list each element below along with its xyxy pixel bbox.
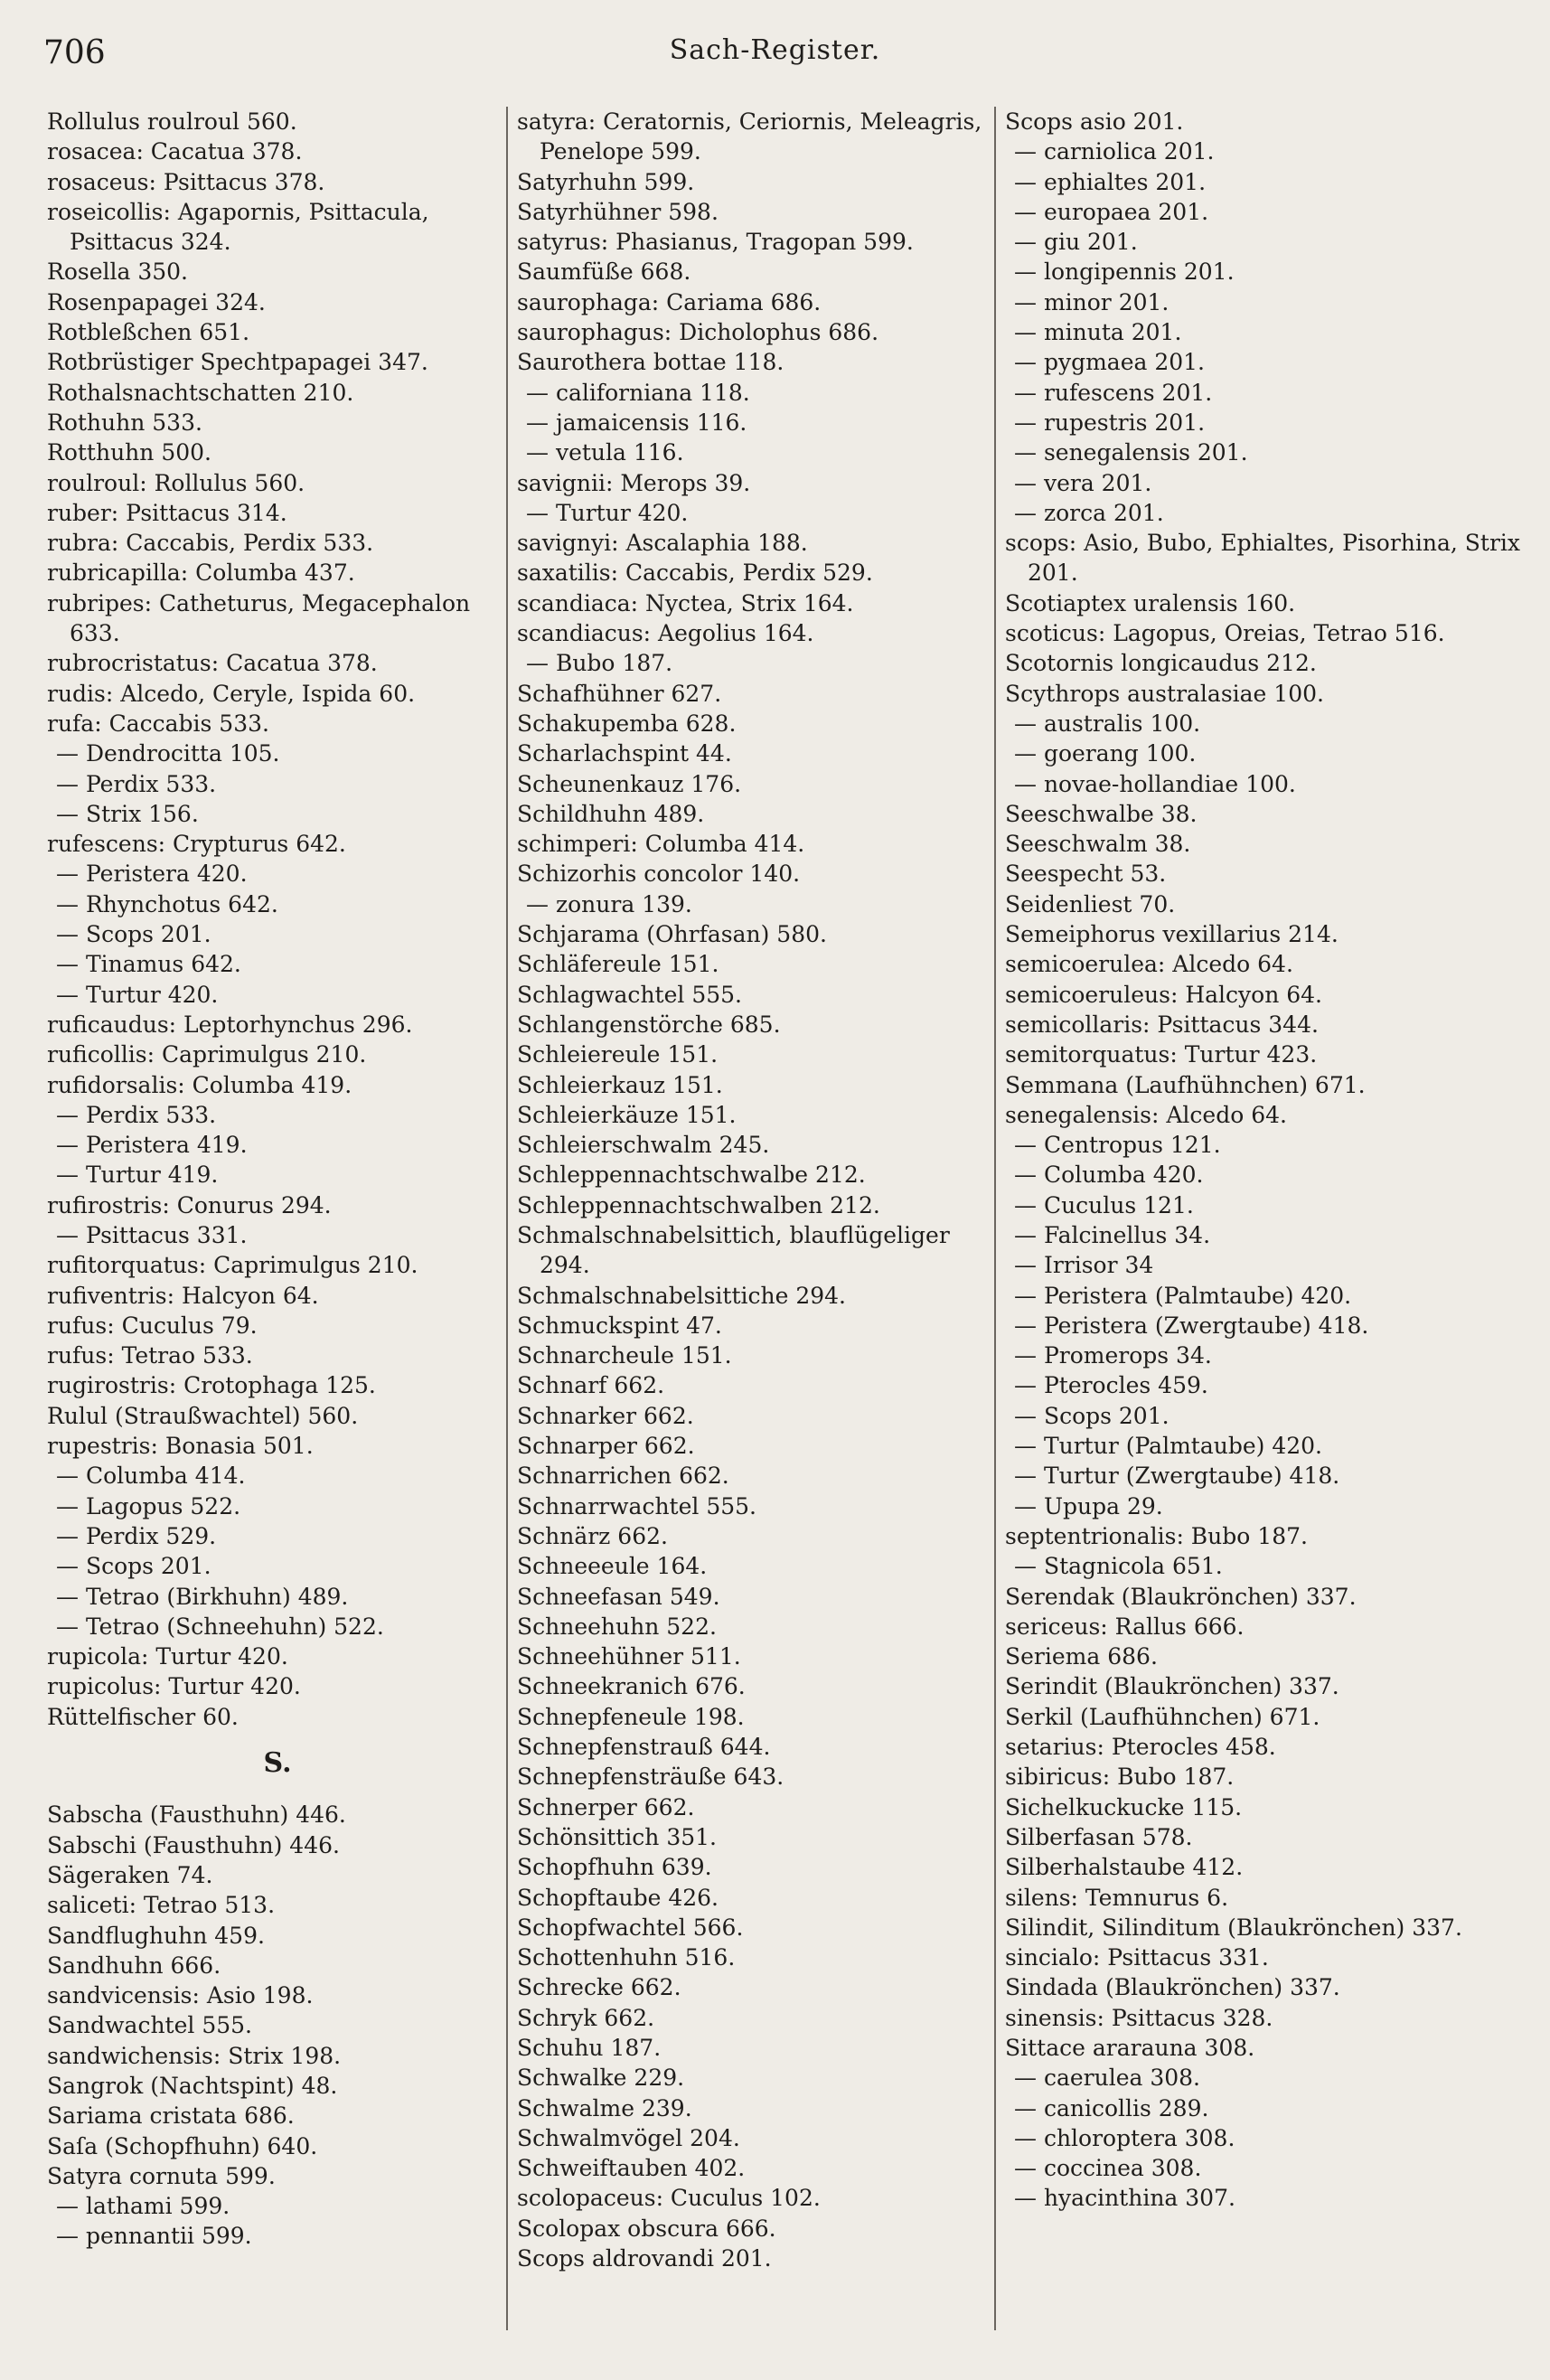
index-entry: Schleierkauz 151. [517, 1071, 723, 1098]
index-entry: — chloroptera 308. [1014, 2124, 1235, 2151]
index-entry: ruficaudus: Leptorhynchus 296. [47, 1011, 413, 1038]
index-entry: saurophagus: Dicholophus 686. [517, 319, 879, 346]
index-entry: — Dendrocitta 105. [56, 740, 280, 767]
index-entry: — coccinea 308. [1014, 2155, 1202, 2182]
index-entry: — Irrisor 34 [1014, 1252, 1154, 1279]
index-entry: Schnarcheule 151. [517, 1342, 732, 1369]
index-entry: Scheunenkauz 176. [517, 770, 742, 797]
index-entry: rugirostris: Crotophaga 125. [47, 1372, 376, 1399]
index-entry: — vera 201. [1014, 469, 1152, 496]
index-entry: — vetula 116. [526, 439, 684, 466]
index-entry: — minor 201. [1014, 288, 1170, 315]
index-entry: Rotthuhn 500. [47, 439, 211, 466]
index-entry: — Columba 420. [1014, 1162, 1204, 1189]
index-entry: — ephialtes 201. [1014, 168, 1207, 195]
index-entry: Schnarrwachtel 555. [517, 1492, 756, 1519]
index-entry: Schmalschnabelsittich, blauflügeliger 294. [517, 1221, 950, 1279]
index-entry: — rufescens 201. [1014, 379, 1213, 406]
index-entry: — europaea 201. [1014, 198, 1209, 225]
index-entry: — novae-hollandiae 100. [1014, 770, 1296, 797]
index-entry: — Turtur 420. [56, 981, 219, 1008]
index-column-2 [517, 107, 996, 2273]
index-entry: rufus: Tetrao 533. [47, 1342, 253, 1369]
index-entry: rubrocristatus: Cacatua 378. [47, 650, 378, 677]
index-entry: — Perdix 533. [56, 770, 217, 797]
index-entry: rupestris: Bonasia 501. [47, 1433, 314, 1460]
index-entry: Schnarf 662. [517, 1372, 665, 1399]
index-entry: scoticus: Lagopus, Oreias, Tetrao 516. [1005, 620, 1445, 647]
index-entry: Scops aldrovandi 201. [517, 2245, 772, 2272]
index-entry: — californiana 118. [526, 379, 750, 406]
index-entry: Satyrhühner 598. [517, 198, 719, 225]
index-entry: — hyacinthina 307. [1014, 2185, 1235, 2212]
index-entry: semicoeruleus: Halcyon 64. [1005, 981, 1323, 1008]
index-entry: savignii: Merops 39. [517, 469, 751, 496]
index-entry: Schmalschnabelsittiche 294. [517, 1282, 846, 1309]
index-entry: sandwichensis: Strix 198. [47, 2042, 342, 2069]
index-entry: — senegalensis 201. [1014, 439, 1248, 466]
index-entry: Satyra cornuta 599. [47, 2162, 276, 2189]
index-entry: rupicolus: Turtur 420. [47, 1673, 301, 1700]
index-entry: Schnepfensträuße 643. [517, 1764, 784, 1791]
index-entry: Schneekranich 676. [517, 1673, 746, 1700]
index-entry: — Tetrao (Schneehuhn) 522. [56, 1613, 384, 1640]
index-entry: Seidenliest 70. [1005, 890, 1176, 917]
index-entry: Saurothera bottae 118. [517, 349, 784, 376]
index-entry: Sandhuhn 666. [47, 1952, 221, 1979]
index-entry: Schneeeule 164. [517, 1553, 708, 1580]
index-entry: scandiaca: Nyctea, Strix 164. [517, 589, 854, 616]
index-entry: roulroul: Rollulus 560. [47, 469, 305, 496]
index-entry: Schmuckspint 47. [517, 1312, 722, 1339]
index-entry: savignyi: Ascalaphia 188. [517, 530, 808, 557]
index-entry: scops: Asio, Bubo, Ephialtes, Pisorhina, Strix 201. [1005, 530, 1521, 587]
index-entry: Schryk 662. [517, 2004, 655, 2031]
index-entry: Scolopax obscura 666. [517, 2215, 776, 2242]
index-entry: Schleierschwalm 245. [517, 1132, 770, 1159]
index-entry: — Cuculus 121. [1014, 1191, 1194, 1218]
index-entry: Sandwachtel 555. [47, 2012, 252, 2039]
page-number: 706 [43, 34, 106, 71]
index-entry: — Bubo 187. [526, 650, 673, 677]
index-entry: sericeus: Rallus 666. [1005, 1613, 1245, 1640]
index-entry: — Falcinellus 34. [1014, 1221, 1211, 1248]
index-entry: Silberfasan 578. [1005, 1823, 1193, 1850]
index-entry: silens: Temnurus 6. [1005, 1884, 1229, 1911]
index-entry: Sichelkuckucke 115. [1005, 1793, 1243, 1820]
index-entry: Sandflughuhn 459. [47, 1922, 265, 1949]
index-entry: Schleiereule 151. [517, 1041, 719, 1068]
index-entry: scolopaceus: Cuculus 102. [517, 2185, 821, 2212]
index-entry: Seespecht 53. [1005, 861, 1167, 888]
index-entry: saliceti: Tetrao 513. [47, 1892, 276, 1919]
index-entry: Schopfhuhn 639. [517, 1854, 712, 1881]
index-entry: Schjarama (Ohrfasan) 580. [517, 921, 827, 948]
index-entry: Serendak (Blaukrönchen) 337. [1005, 1583, 1357, 1610]
index-entry: sinensis: Psittacus 328. [1005, 2004, 1273, 2031]
index-entry: Schläfereule 151. [517, 951, 719, 978]
index-entry: — rupestris 201. [1014, 409, 1206, 436]
index-entry: Sangrok (Nachtspint) 48. [47, 2073, 338, 2099]
index-entry: Saſa (Schopfhuhn) 640. [47, 2132, 318, 2159]
section-letter: S. [263, 1747, 292, 1780]
index-entry: Schnepfenstrauß 644. [517, 1734, 771, 1761]
index-entry: Rothuhn 533. [47, 409, 202, 436]
index-entry: Rosella 350. [47, 259, 189, 286]
index-entry: — carniolica 201. [1014, 138, 1215, 165]
index-entry: Schwalmvögel 204. [517, 2124, 740, 2151]
index-entry: scandiacus: Aegolius 164. [517, 620, 814, 647]
index-entry: — jamaicensis 116. [526, 409, 747, 436]
index-entry: Schnerper 662. [517, 1793, 695, 1820]
index-entry: Schopfwachtel 566. [517, 1914, 744, 1941]
index-entry: Schleierkäuze 151. [517, 1101, 737, 1128]
index-entry: rosacea: Cacatua 378. [47, 138, 303, 165]
index-entry: — longipennis 201. [1014, 259, 1235, 286]
index-entry: — pennantii 599. [56, 2223, 252, 2250]
index-entry: rufitorquatus: Caprimulgus 210. [47, 1252, 418, 1279]
index-entry: Schildhuhn 489. [517, 800, 705, 827]
index-entry: Seeschwalm 38. [1005, 831, 1191, 858]
index-entry: rufescens: Crypturus 642. [47, 831, 346, 858]
index-entry: Schnarper 662. [517, 1433, 695, 1460]
index-entry: — Upupa 29. [1014, 1492, 1163, 1519]
index-entry: — Promerops 34. [1014, 1342, 1212, 1369]
index-entry: Serkil (Laufhühnchen) 671. [1005, 1703, 1320, 1730]
index-entry: Rüttelfischer 60. [47, 1703, 239, 1730]
index-column-1 [47, 107, 508, 2252]
index-entry: Scotornis longicaudus 212. [1005, 650, 1317, 677]
index-entry: rubripes: Catheturus, Megacephalon 633. [47, 589, 471, 647]
index-entry: — Peristera (Palmtaube) 420. [1014, 1282, 1352, 1309]
index-entry: rudis: Alcedo, Ceryle, Ispida 60. [47, 680, 416, 707]
index-entry: — Turtur (Zwergtaube) 418. [1014, 1463, 1340, 1490]
index-entry: Schweiftauben 402. [517, 2155, 746, 2182]
index-entry: Silberhalstaube 412. [1005, 1854, 1244, 1881]
index-entry: ruficollis: Caprimulgus 210. [47, 1041, 367, 1068]
index-entry: — giu 201. [1014, 229, 1138, 256]
index-entry: — Tetrao (Birkhuhn) 489. [56, 1583, 349, 1610]
index-entry: Scythrops australasiae 100. [1005, 680, 1324, 707]
index-entry: Seeschwalbe 38. [1005, 800, 1198, 827]
index-entry: semicoerulea: Alcedo 64. [1005, 951, 1293, 978]
index-entry: Schlangenstörche 685. [517, 1011, 781, 1038]
index-entry: Serindit (Blaukrönchen) 337. [1005, 1673, 1339, 1700]
index-entry: — Perdix 529. [56, 1522, 217, 1549]
index-entry: Sabschi (Fausthuhn) 446. [47, 1831, 340, 1858]
index-entry: — zonura 139. [526, 890, 692, 917]
index-entry: — goerang 100. [1014, 740, 1197, 767]
index-entry: rufidorsalis: Columba 419. [47, 1071, 352, 1098]
index-entry: — Peristera 419. [56, 1132, 248, 1159]
index-entry: — Lagopus 522. [56, 1492, 241, 1519]
index-entry: — Centropus 121. [1014, 1132, 1221, 1159]
index-entry: septentrionalis: Bubo 187. [1005, 1522, 1308, 1549]
index-entry: Schwalke 229. [517, 2065, 685, 2092]
index-entry: — Rhynchotus 642. [56, 890, 278, 917]
index-entry: Schottenhuhn 516. [517, 1944, 736, 1971]
index-entry: Rollulus roulroul 560. [47, 108, 297, 135]
index-entry: saxatilis: Caccabis, Perdix 529. [517, 560, 873, 587]
index-entry: — pygmaea 201. [1014, 349, 1205, 376]
index-entry: Sabscha (Fausthuhn) 446. [47, 1801, 346, 1829]
index-entry: setarius: Pterocles 458. [1005, 1734, 1276, 1761]
index-entry: Scharlachspint 44. [517, 740, 732, 767]
index-entry: rosaceus: Psittacus 378. [47, 168, 325, 195]
index-entry: Schakupemba 628. [517, 710, 737, 737]
index-entry: sincialo: Psittacus 331. [1005, 1944, 1269, 1971]
index-entry: semitorquatus: Turtur 423. [1005, 1041, 1318, 1068]
index-entry: sandvicensis: Asio 198. [47, 1982, 314, 2009]
index-entry: Schneehuhn 522. [517, 1613, 717, 1640]
index-entry: — canicollis 289. [1014, 2094, 1209, 2121]
index-entry: Schnarrichen 662. [517, 1463, 729, 1490]
index-entry: Rothalsnachtschatten 210. [47, 379, 354, 406]
index-entry: — Psittacus 331. [56, 1221, 248, 1248]
index-entry: rubra: Caccabis, Perdix 533. [47, 530, 374, 557]
index-entry: Rosenpapagei 324. [47, 288, 266, 315]
index-entry: saurophaga: Cariama 686. [517, 288, 822, 315]
index-entry: schimperi: Columba 414. [517, 831, 805, 858]
index-entry: rubricapilla: Columba 437. [47, 560, 355, 587]
index-entry: Sägeraken 74. [47, 1861, 213, 1888]
index-entry: Schopftaube 426. [517, 1884, 719, 1911]
index-entry: — Peristera 420. [56, 861, 248, 888]
index-entry: Rulul (Straußwachtel) 560. [47, 1402, 359, 1429]
index-entry: Rotbleßchen 651. [47, 319, 250, 346]
index-entry: Rotbrüstiger Spechtpapagei 347. [47, 349, 428, 376]
index-entry: Schrecke 662. [517, 1974, 681, 2001]
index-entry: Satyrhuhn 599. [517, 168, 695, 195]
index-entry: Scops asio 201. [1005, 108, 1184, 135]
index-entry: Schneefasan 549. [517, 1583, 720, 1610]
index-entry: Sariama cristata 686. [47, 2102, 295, 2130]
index-entry: Scotiaptex uralensis 160. [1005, 589, 1296, 616]
index-entry: — Perdix 533. [56, 1101, 217, 1128]
index-entry: Schleppennachtschwalben 212. [517, 1191, 880, 1218]
index-entry: semicollaris: Psittacus 344. [1005, 1011, 1319, 1038]
index-entry: Schuhu 187. [517, 2035, 662, 2061]
index-entry: — Columba 414. [56, 1463, 246, 1490]
index-entry: — Peristera (Zwergtaube) 418. [1014, 1312, 1369, 1339]
index-entry: — lathami 599. [56, 2193, 230, 2220]
index-entry: — Scops 201. [56, 921, 211, 948]
running-head: Sach-Register. [669, 34, 881, 66]
index-entry: Schneehühner 511. [517, 1643, 741, 1670]
index-entry: senegalensis: Alcedo 64. [1005, 1101, 1287, 1128]
index-entry: — Strix 156. [56, 800, 199, 827]
index-entry: Schönsittich 351. [517, 1823, 718, 1850]
index-entry: — Turtur (Palmtaube) 420. [1014, 1433, 1322, 1460]
index-entry: — Turtur 420. [526, 499, 689, 526]
index-entry: Silindit, Silinditum (Blaukrönchen) 337. [1005, 1914, 1462, 1941]
index-entry: Sindada (Blaukrönchen) 337. [1005, 1974, 1340, 2001]
index-entry: satyra: Ceratornis, Ceriornis, Meleagris, Penelope 599. [517, 108, 982, 165]
index-entry: — Stagnicola 651. [1014, 1553, 1223, 1580]
index-entry: satyrus: Phasianus, Tragopan 599. [517, 229, 914, 256]
index-entry: Schwalme 239. [517, 2094, 692, 2121]
index-entry: rufa: Caccabis 533. [47, 710, 269, 737]
index-entry: Sittace ararauna 308. [1005, 2035, 1255, 2061]
index-entry: — Scops 201. [1014, 1402, 1170, 1429]
index-column-3 [1005, 107, 1529, 2214]
index-entry: Schleppennachtschwalbe 212. [517, 1162, 866, 1189]
index-entry: sibiricus: Bubo 187. [1005, 1764, 1235, 1791]
index-entry: Semmana (Laufhühnchen) 671. [1005, 1071, 1366, 1098]
index-entry: Schlagwachtel 555. [517, 981, 742, 1008]
index-entry: — australis 100. [1014, 710, 1201, 737]
index-entry: roseicollis: Agapornis, Psittacula, Psittacus 324. [47, 198, 429, 256]
index-entry: Schafhühner 627. [517, 680, 722, 707]
index-entry: — Pterocles 459. [1014, 1372, 1208, 1399]
index-entry: rufirostris: Conurus 294. [47, 1191, 332, 1218]
index-entry: Semeiphorus vexillarius 214. [1005, 921, 1339, 948]
index-entry: Saumfüße 668. [517, 259, 691, 286]
index-entry: — Scops 201. [56, 1553, 211, 1580]
index-entry: — zorca 201. [1014, 499, 1164, 526]
index-entry: — Tinamus 642. [56, 951, 241, 978]
index-entry: Seriema 686. [1005, 1643, 1158, 1670]
index-entry: Schizorhis concolor 140. [517, 861, 801, 888]
index-entry: Schnepfeneule 198. [517, 1703, 745, 1730]
index-entry: rupicola: Turtur 420. [47, 1643, 288, 1670]
index-entry: Schnarker 662. [517, 1402, 694, 1429]
index-entry: — Turtur 419. [56, 1162, 219, 1189]
index-entry: Schnärz 662. [517, 1522, 668, 1549]
index-entry: — caerulea 308. [1014, 2065, 1201, 2092]
index-entry: rufus: Cuculus 79. [47, 1312, 258, 1339]
index-entry: ruber: Psittacus 314. [47, 499, 287, 526]
index-entry: — minuta 201. [1014, 319, 1182, 346]
index-entry: rufiventris: Halcyon 64. [47, 1282, 319, 1309]
